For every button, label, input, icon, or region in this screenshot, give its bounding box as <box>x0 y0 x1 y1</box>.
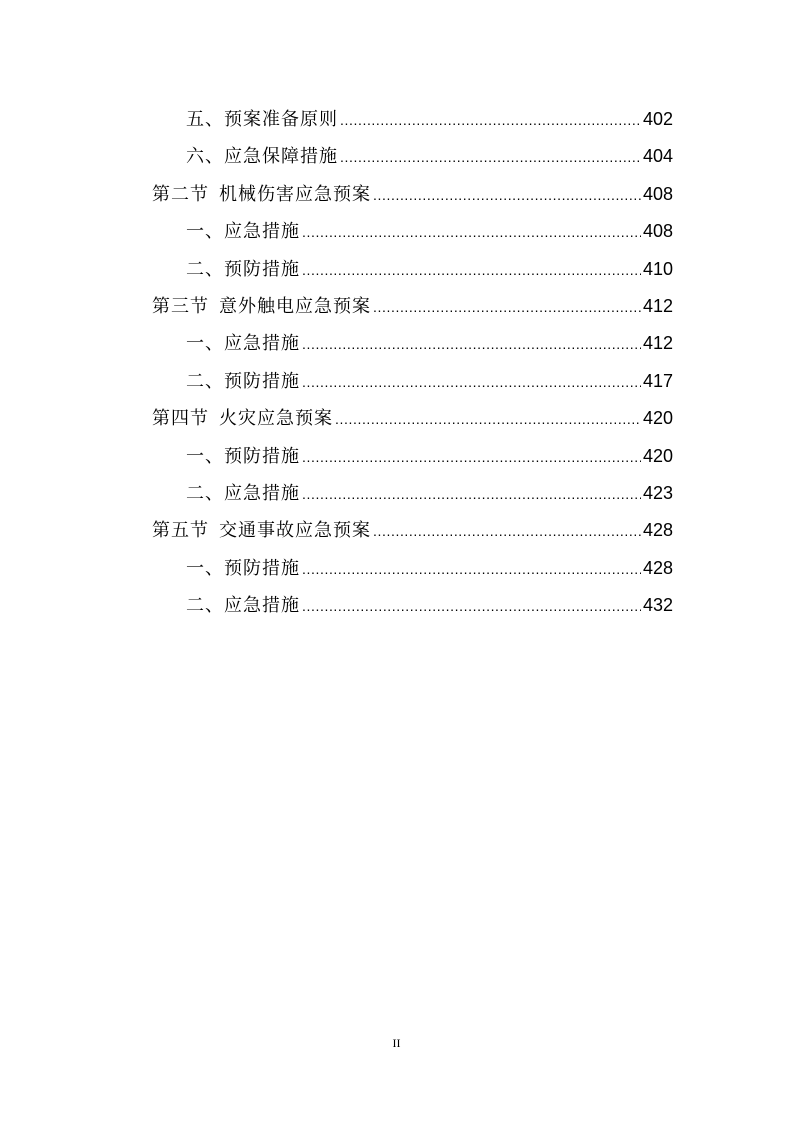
toc-dot-leader <box>373 177 641 214</box>
toc-entry-title: 六、应急保障措施 <box>186 146 338 168</box>
toc-dot-leader <box>302 326 641 363</box>
toc-page-number: 408 <box>642 183 673 204</box>
toc-entry-title: 二、应急措施 <box>186 482 300 504</box>
toc-entry[interactable] <box>152 101 673 138</box>
toc-section-entry[interactable] <box>152 176 673 213</box>
toc-entry[interactable] <box>152 325 673 362</box>
toc-section-number: 第三节 <box>152 295 209 317</box>
toc-entry-title <box>152 400 333 437</box>
toc-dot-leader <box>335 401 641 438</box>
toc-page-number: 412 <box>642 295 673 316</box>
toc-page-number: 420 <box>642 408 673 429</box>
toc-entry-title: 二、预防措施 <box>186 258 300 280</box>
toc-entry-title: 二、预防措施 <box>186 370 300 392</box>
toc-page-number: 404 <box>642 146 673 167</box>
toc-section-entry[interactable] <box>152 400 673 437</box>
toc-entry-title: 一、应急措施 <box>186 333 300 355</box>
toc-section-entry[interactable] <box>152 288 673 325</box>
toc-page-number: 412 <box>642 333 673 354</box>
toc-dot-leader <box>302 588 641 625</box>
toc-entry[interactable] <box>152 475 673 512</box>
toc-page-number: 408 <box>642 221 673 242</box>
toc-dot-leader <box>373 513 641 550</box>
toc-entry[interactable] <box>152 363 673 400</box>
toc-page-number: 410 <box>642 258 673 279</box>
toc-section-number: 第五节 <box>152 520 209 542</box>
toc-entry[interactable] <box>152 251 673 288</box>
page-number-footer: II <box>392 1036 401 1050</box>
toc-section-number: 第二节 <box>152 183 209 205</box>
toc-entry-title: 五、预案准备原则 <box>186 109 338 130</box>
toc-entry[interactable] <box>152 138 673 175</box>
toc-entry[interactable] <box>152 438 673 475</box>
toc-entry-title: 一、预防措施 <box>186 445 300 467</box>
toc-section-name: 火灾应急预案 <box>219 408 333 430</box>
toc-dot-leader <box>340 102 641 139</box>
toc-dot-leader <box>302 214 641 251</box>
toc-page-number: 420 <box>642 445 673 466</box>
toc-entry[interactable] <box>152 587 673 624</box>
toc-section-name: 意外触电应急预案 <box>219 295 371 317</box>
toc-section-entry[interactable] <box>152 512 673 549</box>
toc-page-number: 432 <box>642 595 673 616</box>
toc-entry-title: 一、预防措施 <box>186 557 300 579</box>
toc-dot-leader <box>302 252 641 289</box>
toc-entry-title: 一、应急措施 <box>186 221 300 243</box>
table-of-contents <box>152 101 673 624</box>
toc-page-number: 417 <box>642 370 673 391</box>
toc-entry-title: 二、应急措施 <box>186 595 300 617</box>
toc-dot-leader <box>302 364 641 401</box>
toc-dot-leader <box>373 289 641 326</box>
toc-page-number: 402 <box>642 109 673 129</box>
toc-section-name: 交通事故应急预案 <box>219 520 371 542</box>
toc-dot-leader <box>302 476 641 513</box>
toc-page-number: 428 <box>642 520 673 541</box>
toc-page-number: 428 <box>642 557 673 578</box>
toc-section-name: 机械伤害应急预案 <box>219 183 371 205</box>
toc-entry-title <box>152 512 371 549</box>
toc-section-number: 第四节 <box>152 408 209 430</box>
toc-entry[interactable] <box>152 213 673 250</box>
toc-entry[interactable] <box>152 550 673 587</box>
toc-dot-leader <box>302 439 641 476</box>
toc-dot-leader <box>340 139 641 176</box>
toc-dot-leader <box>302 551 641 588</box>
toc-entry-title <box>152 288 371 325</box>
toc-page-number: 423 <box>642 482 673 503</box>
toc-entry-title <box>152 176 371 213</box>
